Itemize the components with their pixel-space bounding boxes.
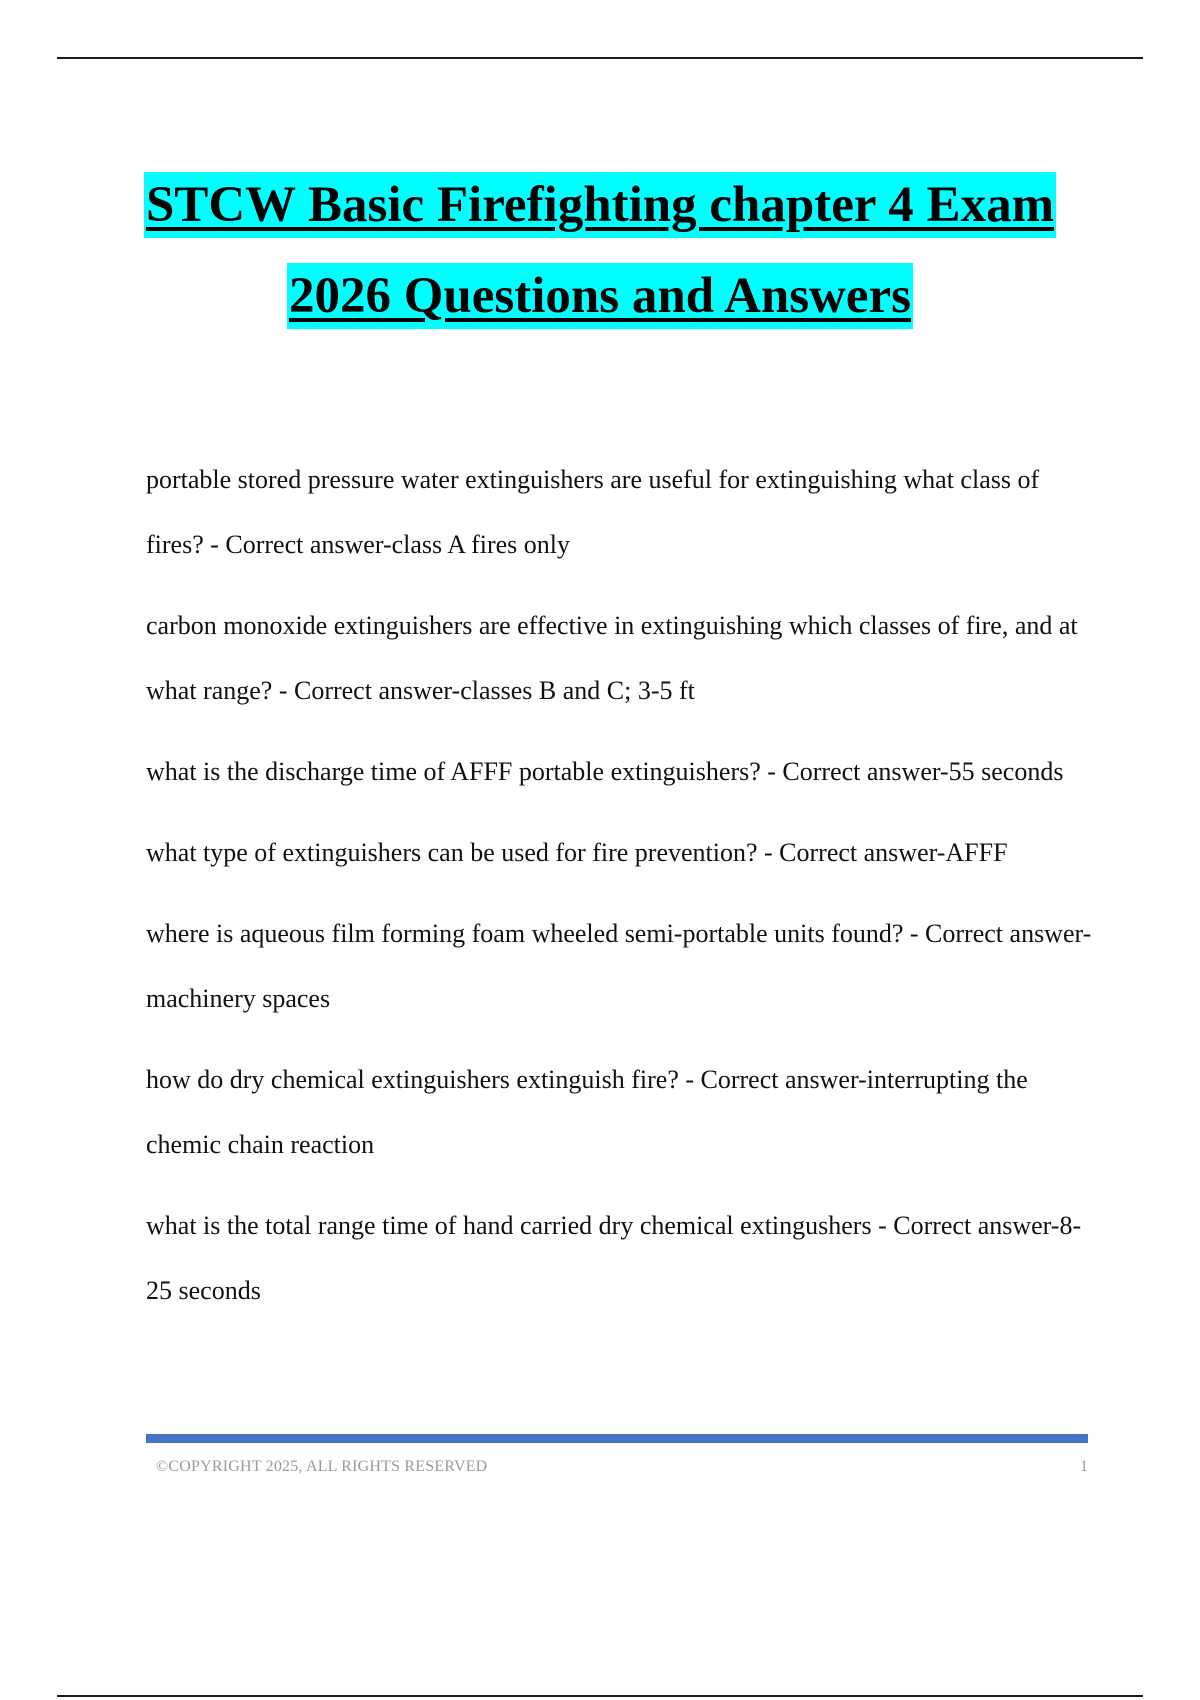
qa-item: what is the discharge time of AFFF portable extinguishers? - Correct answer-55 seconds	[146, 757, 1064, 786]
page-number: 1	[1080, 1458, 1088, 1475]
footer-copyright: ©COPYRIGHT 2025, ALL RIGHTS RESERVED	[156, 1458, 488, 1475]
footer-rule	[146, 1434, 1088, 1443]
qa-item: what is the total range time of hand carried dry chemical extingushers - Correct answer-8-25 seconds	[146, 1211, 1082, 1305]
qa-item: what type of extinguishers can be used for fire prevention? - Correct answer-AFFF	[146, 838, 1008, 867]
qa-item: carbon monoxide extinguishers are effective in extinguishing which classes of fire, and at what range? - Correct answer-classes B and C; 3-5 ft	[146, 611, 1078, 705]
qa-list	[146, 447, 1096, 1339]
page-bottom-rule	[57, 1695, 1143, 1697]
qa-item: where is aqueous film forming foam wheeled semi-portable units found? - Correct answer-machinery spaces	[146, 919, 1092, 1013]
qa-item: how do dry chemical extinguishers extinguish fire? - Correct answer-interrupting the chemic chain reaction	[146, 1065, 1028, 1159]
page-top-rule	[57, 57, 1143, 59]
qa-item: portable stored pressure water extinguishers are useful for extinguishing what class of fires? - Correct answer-class A fires only	[146, 465, 1040, 559]
document-title	[0, 172, 1200, 329]
title-line-2: 2026 Questions and Answers	[287, 263, 913, 329]
title-line-1: STCW Basic Firefighting chapter 4 Exam	[144, 172, 1056, 238]
